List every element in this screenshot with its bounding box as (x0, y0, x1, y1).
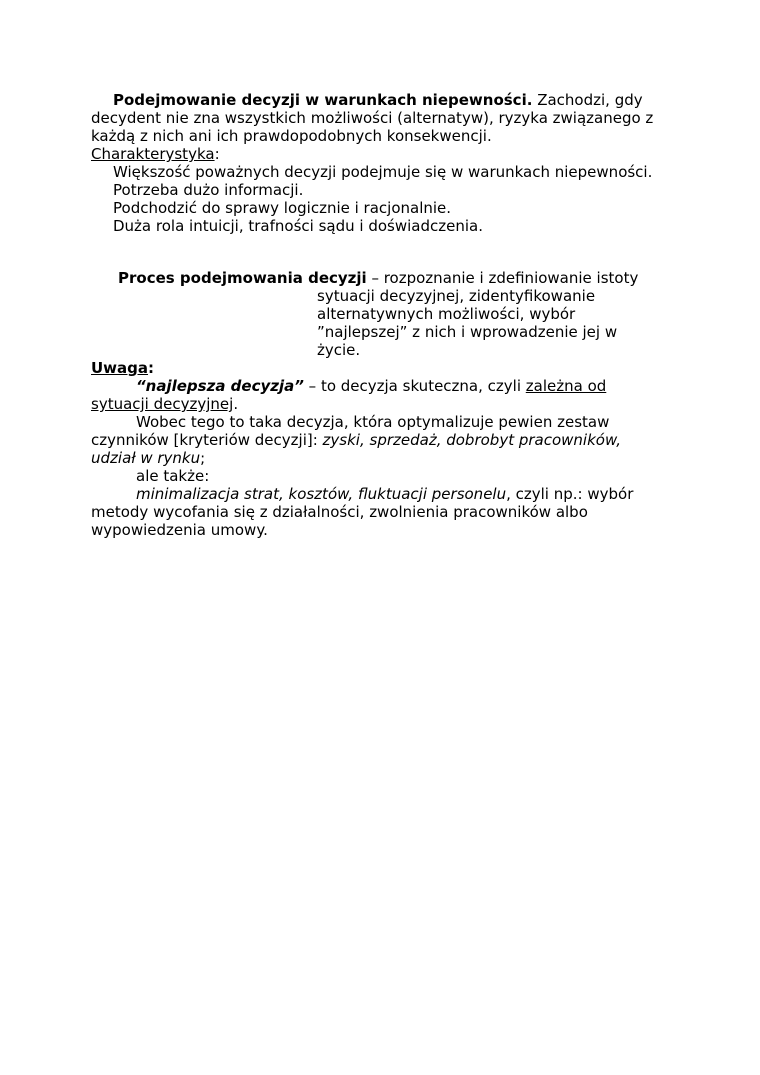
also-line: ale także: (136, 467, 210, 485)
characteristics-heading (91, 145, 681, 163)
decision-process-def-5: życie. (317, 341, 361, 359)
note-heading (91, 359, 681, 377)
best-decision-rest: – to decyzja skuteczna, czyli (303, 377, 526, 395)
optimization-criteria-list: zyski, sprzedaż, dobrobyt pracowników, (322, 431, 622, 449)
characteristics-label: Charakterystyka (91, 145, 215, 163)
note-label: Uwaga (91, 359, 149, 377)
section-uncertainty-line-1 (91, 91, 681, 109)
section-decision-process (91, 269, 681, 359)
best-decision-line-2 (91, 395, 681, 413)
optimization-criteria-label: czynników [kryteriów decyzji]: (91, 431, 323, 449)
decision-process-def-3: alternatywnych możliwości, wybór (317, 305, 576, 323)
decision-process-def-1: – rozpoznanie i zdefiniowanie istoty (366, 269, 639, 287)
section-uncertainty-intro-3: każdą z nich ani ich prawdopodobnych konsekwencji. (91, 127, 492, 145)
section-uncertainty-title: Podejmowanie decyzji w warunkach niepewności. (113, 91, 533, 109)
characteristics-item: Większość poważnych decyzji podejmuje się w warunkach niepewności. (113, 163, 653, 181)
minimization-line-3: wypowiedzenia umowy. (91, 521, 268, 539)
decision-process-title: Proces podejmowania decyzji (118, 269, 367, 287)
best-decision-end: . (233, 395, 239, 413)
best-decision-line-1 (91, 377, 681, 395)
characteristics-item: Potrzeba dużo informacji. (113, 181, 304, 199)
optimization-semicolon: ; (200, 449, 206, 467)
minimization-line-1 (91, 485, 681, 503)
section-uncertainty (91, 91, 681, 235)
decision-process-def-4: ”najlepszej” z nich i wprowadzenie jej w (317, 323, 618, 341)
characteristics-colon: : (214, 145, 220, 163)
note-colon: : (148, 359, 155, 377)
decision-process-def-2: sytuacji decyzyjnej, zidentyfikowanie (317, 287, 596, 305)
best-decision-term: “najlepsza decyzja” (136, 377, 304, 395)
minimization-list: minimalizacja strat, kosztów, fluktuacji personelu (136, 485, 507, 503)
optimization-market-share: udział w rynku (91, 449, 201, 467)
section-note (91, 359, 681, 539)
optimization-line-3 (91, 449, 681, 467)
optimization-line-1: Wobec tego to taka decyzja, która optymalizuje pewien zestaw (136, 413, 610, 431)
best-decision-underlined-1: zależna od (525, 377, 607, 395)
decision-process-line-1 (91, 269, 681, 287)
characteristics-item: Duża rola intuicji, trafności sądu i doświadczenia. (113, 217, 483, 235)
section-uncertainty-intro-2: decydent nie zna wszystkich możliwości (alternatyw), ryzyka związanego z (91, 109, 654, 127)
best-decision-underlined-2: sytuacji decyzyjnej (91, 395, 234, 413)
section-uncertainty-intro-1: Zachodzi, gdy (537, 91, 643, 109)
minimization-rest: , czyli np.: wybór (506, 485, 634, 503)
minimization-line-2: metody wycofania się z działalności, zwolnienia pracowników albo (91, 503, 588, 521)
characteristics-item: Podchodzić do sprawy logicznie i racjonalnie. (113, 199, 452, 217)
optimization-line-2 (91, 431, 681, 449)
